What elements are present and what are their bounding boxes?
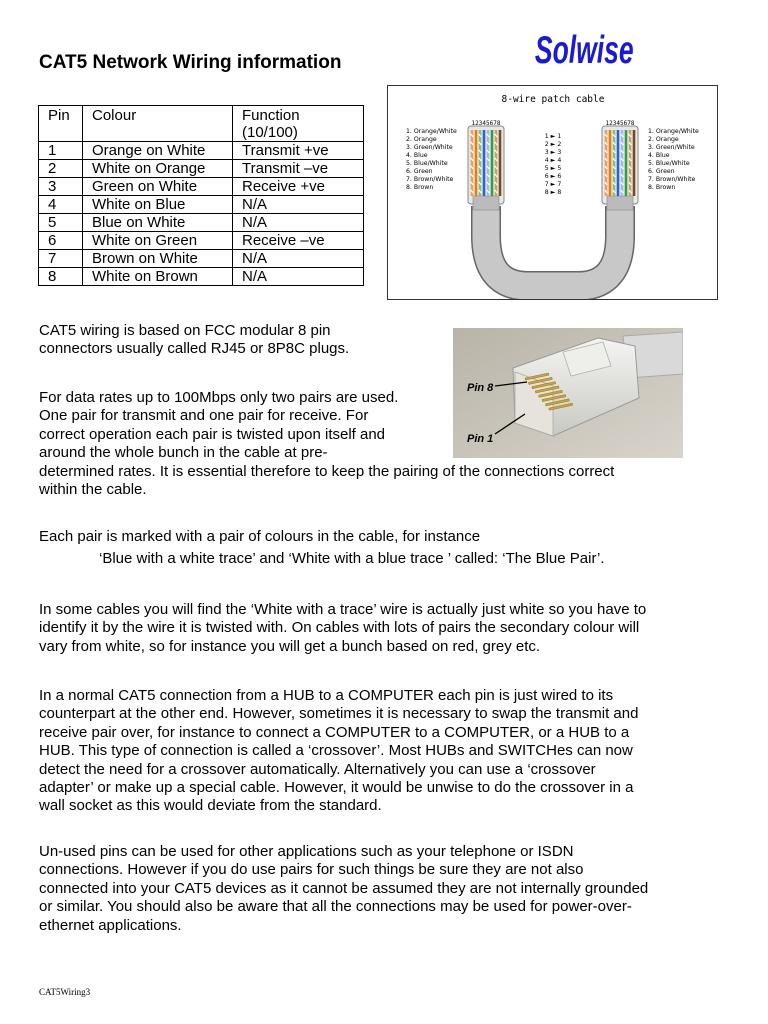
pin8-label: Pin 8 [467, 382, 494, 394]
patch-cable-diagram [387, 85, 718, 300]
function-cell: Receive –ve [233, 232, 364, 250]
text-line: adapter’ or make up a special cable. However, it would be unwise to do the crossover in a [39, 779, 634, 797]
text-line: CAT5 wiring is based on FCC modular 8 pin [39, 322, 331, 339]
left-list-item: 5. Blue/White [406, 160, 448, 167]
left-list-item: 6. Green [406, 168, 433, 175]
left-boot [473, 196, 499, 210]
table-row [39, 160, 364, 178]
colour-cell: White on Blue [83, 196, 233, 214]
pin-cell: 5 [39, 214, 83, 232]
left-list-item: 3. Green/White [406, 144, 453, 151]
colour-cell: White on Orange [83, 160, 233, 178]
function-cell: N/A [233, 250, 364, 268]
pin-cell: 6 [39, 232, 83, 250]
pin-cell: 4 [39, 196, 83, 214]
footer-filename: CAT5Wiring3 [39, 987, 91, 997]
pin1-label: Pin 1 [467, 433, 494, 445]
pin-mapping: 4 ► 4 [544, 157, 562, 164]
patch-cable-svg [388, 86, 717, 299]
right-list-item: 5. Blue/White [648, 160, 690, 167]
text-line: connectors usually called RJ45 or 8P8C plugs. [39, 340, 350, 358]
page-title: CAT5 Network Wiring information [39, 52, 342, 73]
table-row [39, 178, 364, 196]
table-row [39, 196, 364, 214]
table-header-row [39, 106, 364, 142]
right-list-item: 3. Green/White [648, 144, 695, 151]
cable-body [486, 206, 620, 286]
text-line: receive pair over, for instance to connect a COMPUTER to a COMPUTER, or a HUB to a [39, 723, 630, 741]
solwise-logo [531, 26, 647, 76]
table-row [39, 142, 364, 160]
function-cell: Receive +ve [233, 178, 364, 196]
right-boot [607, 196, 633, 210]
text-line: counterpart at the other end. However, sometimes it is necessary to swap the transmit and [39, 705, 639, 723]
text-line: Un-used pins can be used for other applications such as your telephone or ISDN [39, 843, 574, 860]
text-line: One pair for transmit and one pair for receive. For [39, 407, 369, 425]
text-line: vary from white, so for instance you will get a bunch based on red, grey etc. [39, 637, 541, 655]
right-list-item: 6. Green [648, 168, 675, 175]
text-line: within the cable. [39, 481, 147, 499]
header-function: Function (10/100) [233, 106, 364, 142]
table-row [39, 250, 364, 268]
paragraph-crossover [39, 687, 711, 816]
left-pin-numbers: 12345678 [471, 120, 501, 127]
pin-cell: 2 [39, 160, 83, 178]
function-cell: N/A [233, 196, 364, 214]
text-line: or similar. You should also be aware that all the connections may be used for power-over- [39, 898, 632, 916]
header-colour: Colour [83, 106, 233, 142]
colour-cell: White on Green [83, 232, 233, 250]
paragraph-data-rates [39, 389, 711, 499]
pin-mapping: 1 ► 1 [544, 133, 562, 140]
text-line: determined rates. It is essential therefore to keep the pairing of the connections correct [39, 462, 615, 480]
right-list-item: 7. Brown/White [648, 176, 696, 183]
text-line: connected into your CAT5 devices as it cannot be assumed they are not internally grounded [39, 879, 649, 897]
paragraph-rj45 [39, 322, 711, 359]
header-pin: Pin [39, 106, 83, 142]
text-line: For data rates up to 100Mbps only two pairs are used. [39, 389, 399, 406]
text-line: wall socket as this would deviate from the standard. [39, 797, 382, 815]
pin-mapping: 2 ► 2 [544, 141, 562, 148]
colour-cell: Green on White [83, 178, 233, 196]
colour-cell: Brown on White [83, 250, 233, 268]
function-cell: N/A [233, 268, 364, 286]
colour-cell: White on Brown [83, 268, 233, 286]
pin-mapping: 5 ► 5 [544, 165, 562, 172]
logo-text: Solwise [534, 28, 634, 73]
pin-mapping: 6 ► 6 [544, 173, 562, 180]
pin-cell: 8 [39, 268, 83, 286]
left-list-item: 2. Orange [406, 136, 437, 143]
left-list-item: 7. Brown/White [406, 176, 454, 183]
text-line: connections. However if you do use pairs for such things be sure they are not also [39, 861, 584, 879]
paragraph-unused-pins [39, 843, 711, 935]
diagram-title: 8-wire patch cable [501, 94, 605, 105]
pin-colour-table [38, 105, 364, 286]
right-pin-numbers: 12345678 [605, 120, 635, 127]
table-row [39, 214, 364, 232]
pin-cell: 7 [39, 250, 83, 268]
colour-cell: Blue on White [83, 214, 233, 232]
pin-mapping: 7 ► 7 [544, 181, 562, 188]
text-line-indented: ‘Blue with a white trace’ and ‘White with a blue trace ’ called: ‘The Blue Pair’. [99, 550, 605, 568]
text-line: identify it by the wire it is twisted with. On cables with lots of pairs the secondary colour will [39, 619, 640, 637]
left-list-item: 8. Brown [406, 184, 434, 191]
right-list-item: 4. Blue [648, 152, 670, 159]
text-line: In some cables you will find the ‘White with a trace’ wire is actually just white so you have to [39, 601, 647, 618]
paragraph-pair-colours [39, 528, 711, 569]
text-line: Each pair is marked with a pair of colours in the cable, for instance [39, 528, 481, 545]
left-list-item: 4. Blue [406, 152, 428, 159]
function-cell: N/A [233, 214, 364, 232]
function-cell: Transmit +ve [233, 142, 364, 160]
text-line: HUB. This type of connection is called a ‘crossover’. Most HUBs and SWITCHes can now [39, 742, 633, 760]
right-list-item: 2. Orange [648, 136, 679, 143]
pin-cell: 3 [39, 178, 83, 196]
text-line: In a normal CAT5 connection from a HUB to a COMPUTER each pin is just wired to its [39, 687, 614, 704]
right-list-item: 8. Brown [648, 184, 676, 191]
pin-cell: 1 [39, 142, 83, 160]
pin-mapping: 8 ► 8 [544, 189, 562, 196]
table-row [39, 232, 364, 250]
function-cell: Transmit –ve [233, 160, 364, 178]
text-line: around the whole bunch in the cable at pre- [39, 444, 328, 462]
right-list-item: 1. Orange/White [648, 128, 699, 135]
text-line: ethernet applications. [39, 916, 182, 934]
table-row [39, 268, 364, 286]
left-list-item: 1. Orange/White [406, 128, 457, 135]
text-line: detect the need for a crossover automatically. Alternatively you can use a ‘crossover [39, 760, 596, 778]
text-line: correct operation each pair is twisted upon itself and [39, 425, 386, 443]
colour-cell: Orange on White [83, 142, 233, 160]
paragraph-white-trace [39, 601, 711, 656]
pin-mapping: 3 ► 3 [544, 149, 562, 156]
